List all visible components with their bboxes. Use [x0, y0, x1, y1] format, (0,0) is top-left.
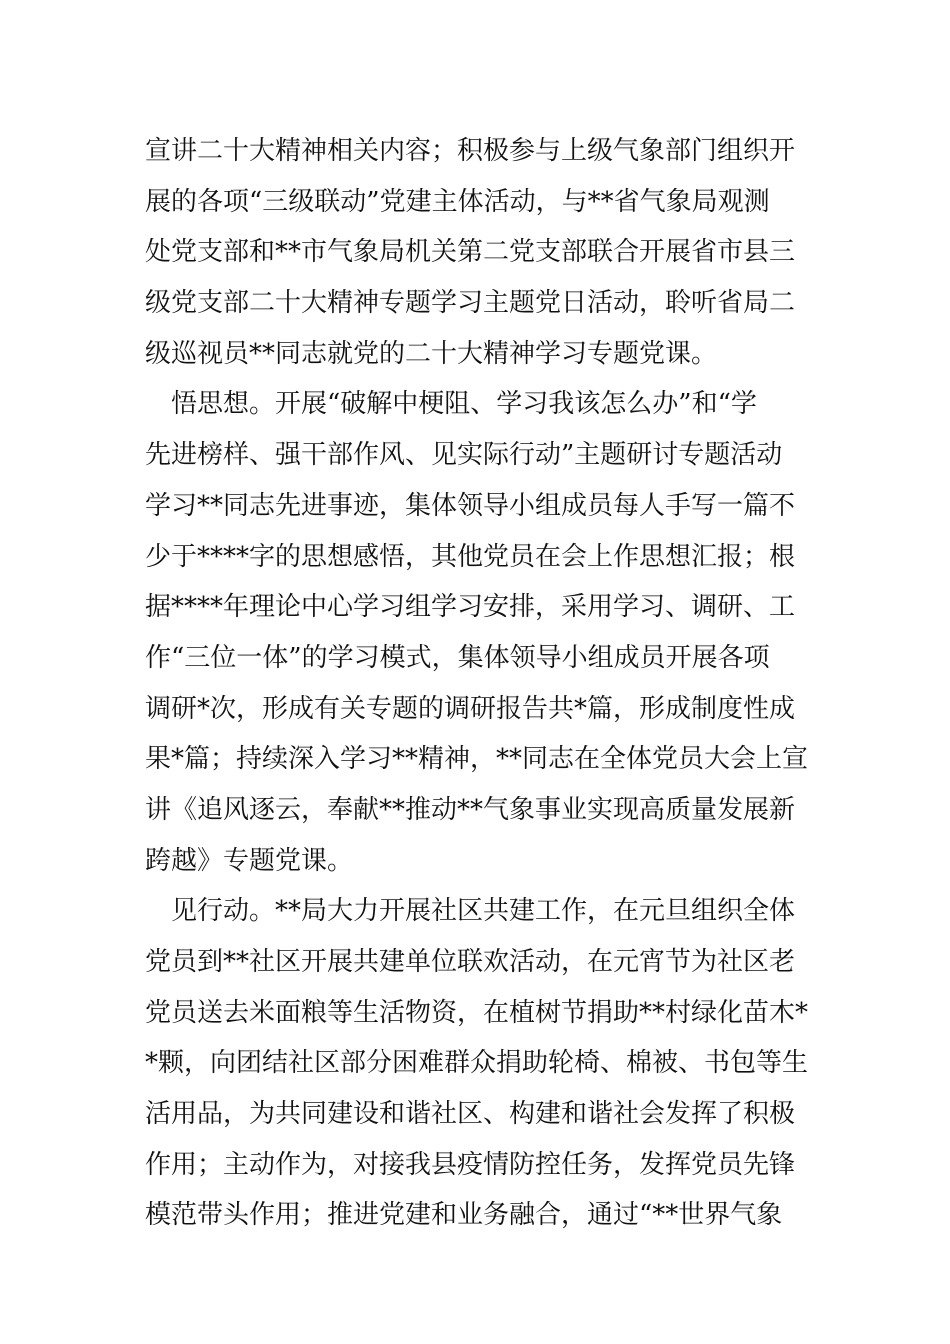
document-body: [145, 126, 815, 1241]
text-line: 据****年理论中心学习组学习安排，采用学习、调研、工: [145, 592, 796, 623]
text-line: 作用；主动作为，对接我县疫情防控任务，发挥党员先锋: [145, 1149, 796, 1180]
text-line: 党员到**社区开展共建单位联欢活动，在元宵节为社区老: [145, 947, 796, 977]
paragraph-start-line: 见行动。**局大力开展社区共建工作，在元旦组织全体: [145, 896, 796, 927]
paragraph-start-line: 悟思想。开展“破解中梗阻、学习我该怎么办”和“学: [145, 389, 757, 420]
text-line: 级巡视员**同志就党的二十大精神学习专题党课。: [145, 338, 718, 369]
text-line: 调研*次，形成有关专题的调研报告共*篇，形成制度性成: [145, 693, 796, 724]
text-line: 展的各项“三级联动”党建主体活动，与**省气象局观测: [145, 186, 770, 217]
text-line: 模范带头作用；推进党建和业务融合，通过“**世界气象: [145, 1200, 783, 1231]
text-line: 作“三位一体”的学习模式，集体领导小组成员开展各项: [145, 642, 770, 673]
text-line: 宣讲二十大精神相关内容；积极参与上级气象部门组织开: [145, 136, 796, 166]
text-line: *颗，向团结社区部分困难群众捐助轮椅、棉被、书包等生: [145, 1048, 809, 1079]
text-line: 党员送去米面粮等生活物资，在植树节捐助**村绿化苗木*: [145, 997, 809, 1028]
text-line: 学习**同志先进事迹，集体领导小组成员每人手写一篇不: [145, 490, 796, 521]
text-line: 讲《追风逐云，奉献**推动**气象事业实现高质量发展新: [145, 794, 796, 825]
text-line: 处党支部和**市气象局机关第二党支部联合开展省市县三: [145, 237, 796, 268]
text-line: 先进榜样、强干部作风、见实际行动”主题研讨专题活动: [145, 440, 783, 471]
text-line: 跨越》专题党课。: [145, 845, 354, 876]
text-line: 活用品，为共同建设和谐社区、构建和谐社会发挥了积极: [145, 1099, 796, 1130]
text-line: 果*篇；持续深入学习**精神，**同志在全体党员大会上宣: [145, 744, 809, 775]
text-line: 级党支部二十大精神专题学习主题党日活动，聆听省局二: [145, 288, 796, 319]
text-line: 少于****字的思想感悟，其他党员在会上作思想汇报；根: [145, 541, 796, 572]
